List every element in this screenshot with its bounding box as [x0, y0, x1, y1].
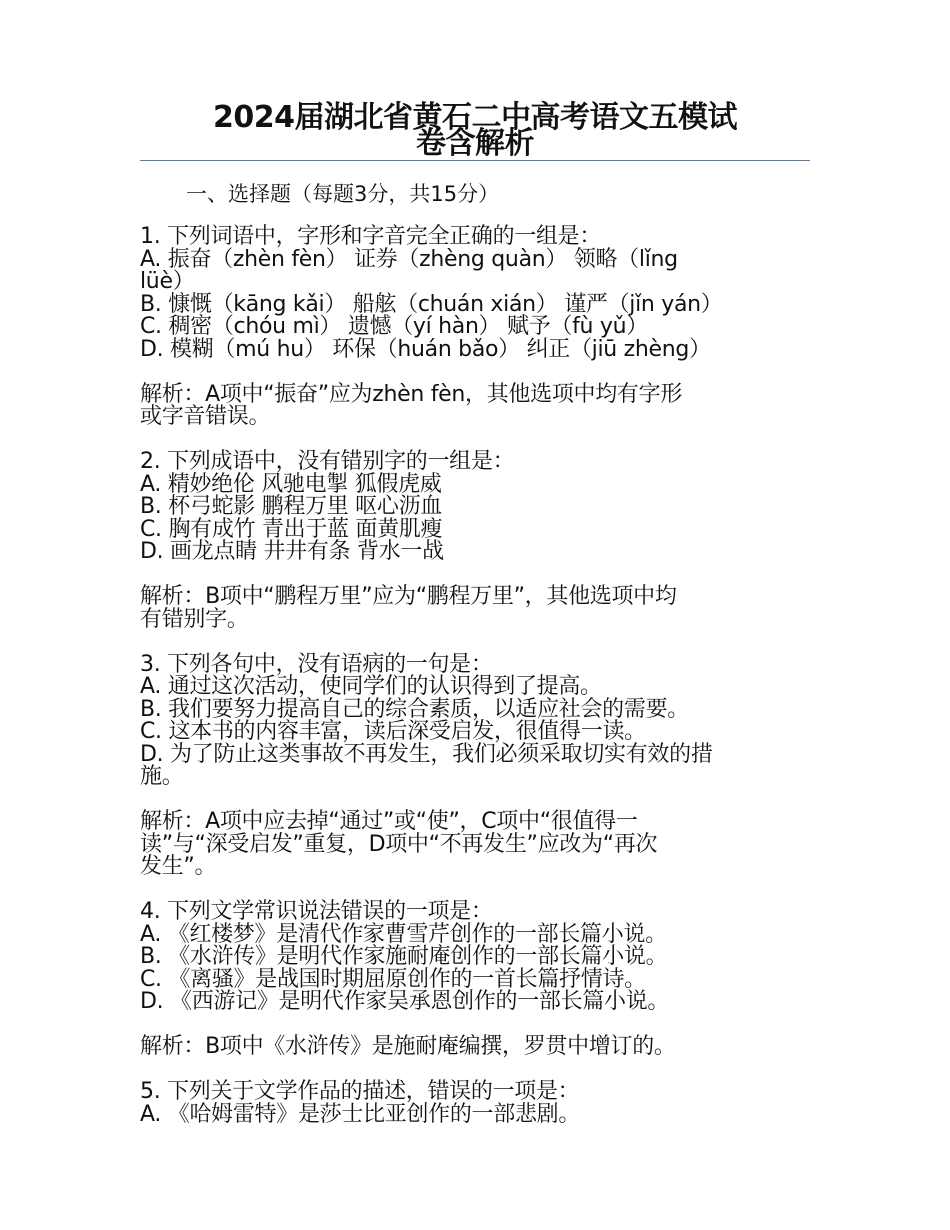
question-option: A. 精妙绝伦 风驰电掣 狐假虎威	[140, 471, 442, 497]
question-stem: 4. 下列文学常识说法错误的一项是：	[140, 899, 493, 924]
question-option: D. 画龙点睛 井井有条 背水一战	[140, 539, 444, 564]
answer-analysis	[140, 1036, 810, 1059]
analysis-line: 解析：A项中应去掉“通过”或“使”，C项中“很值得一	[140, 809, 638, 834]
answer-analysis	[140, 381, 810, 429]
question-option: 施。	[140, 764, 184, 789]
question-block	[140, 451, 810, 564]
analysis-line: 读”与“深受启发”重复，D项中“不再发生”应改为“再次	[140, 831, 658, 857]
document-title	[140, 100, 810, 161]
question-option: B. 《水浒传》是明代作家施耐庵创作的一部长篇小说。	[140, 944, 668, 969]
question-block	[140, 226, 810, 361]
title-line-1: 2024届湖北省黄石二中高考语文五模试	[213, 100, 737, 135]
question-option: B. 杯弓蛇影 鹏程万里 呕心沥血	[140, 494, 442, 519]
section-heading: 一、选择题（每题3分，共15分）	[186, 182, 500, 206]
question-list	[140, 226, 810, 1149]
title-line-2: 卷含解析	[416, 126, 534, 161]
question-stem: 2. 下列成语中，没有错别字的一组是：	[140, 449, 515, 474]
question-option: C. 稠密（chóu mì） 遗憾（yí hàn） 赋予（fù yǔ）	[140, 314, 648, 339]
title-underline	[140, 160, 810, 161]
question-option: lüè）	[140, 269, 195, 294]
question-option: B. 我们要努力提高自己的综合素质，以适应社会的需要。	[140, 696, 689, 722]
question-block	[140, 901, 810, 1014]
question-option: A. 通过这次活动，使同学们的认识得到了提高。	[140, 674, 602, 699]
question-stem: 3. 下列各句中，没有语病的一句是：	[140, 651, 493, 677]
question-option: C. 胸有成竹 青出于蓝 面黄肌瘦	[140, 516, 443, 542]
question-stem: 5. 下列关于文学作品的描述，错误的一项是：	[140, 1079, 580, 1104]
analysis-line: 有错别字。	[140, 606, 249, 632]
question-option: D. 为了防止这类事故不再发生，我们必须采取切实有效的措	[140, 741, 713, 767]
question-block	[140, 1081, 810, 1126]
analysis-line: 发生”。	[140, 854, 217, 879]
analysis-line: 解析：B项中《水浒传》是施耐庵编撰，罗贯中增订的。	[140, 1034, 676, 1059]
question-option: A. 《红楼梦》是清代作家曹雪芹创作的一部长篇小说。	[140, 921, 667, 947]
question-option: C. 这本书的内容丰富，读后深受启发，很值得一读。	[140, 719, 646, 744]
question-block	[140, 651, 810, 789]
analysis-line: 或字音错误。	[140, 404, 271, 429]
question-option: D. 模糊（mú hu） 环保（huán bǎo） 纠正（jiū zhèng）	[140, 336, 711, 362]
analysis-line: 解析：B项中“鹏程万里”应为“鹏程万里”，其他选项中均	[140, 584, 677, 609]
question-option: B. 慷慨（kāng kǎi） 船舷（chuán xián） 谨严（jǐn yán）	[140, 291, 723, 317]
question-stem: 1. 下列词语中，字形和字音完全正确的一组是：	[140, 224, 602, 249]
question-option: A. 《哈姆雷特》是莎士比亚创作的一部悲剧。	[140, 1101, 581, 1127]
question-option: D. 《西游记》是明代作家吴承恩创作的一部长篇小说。	[140, 989, 670, 1014]
question-option: C. 《离骚》是战国时期屈原创作的一首长篇抒情诗。	[140, 966, 646, 992]
question-option: A. 振奋（zhèn fèn） 证券（zhèng quàn） 领略（lǐng	[140, 246, 678, 272]
answer-analysis	[140, 811, 810, 879]
answer-analysis	[140, 586, 810, 631]
analysis-line: 解析：A项中“振奋”应为zhèn fèn，其他选项中均有字形	[140, 381, 683, 407]
